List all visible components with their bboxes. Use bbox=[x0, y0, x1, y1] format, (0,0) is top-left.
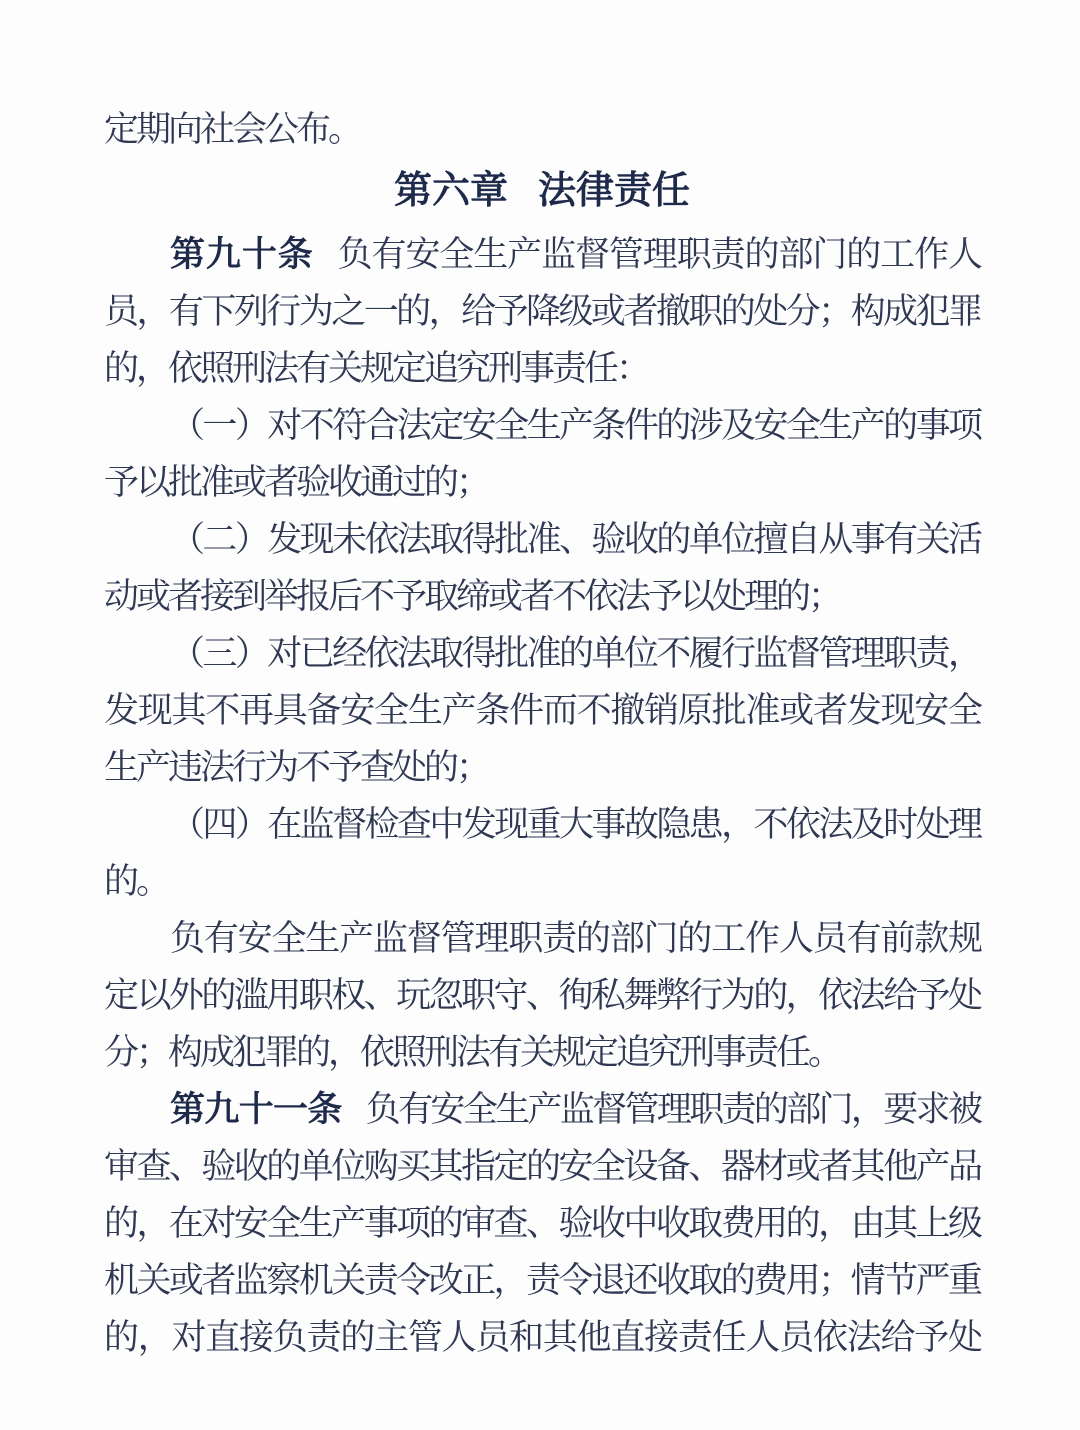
text-line bbox=[104, 1252, 980, 1309]
text-line bbox=[104, 967, 980, 1024]
text-line-content: （二）发现未依法取得批准、验收的单位擅自从事有关活 bbox=[170, 520, 980, 559]
text-line-content: 员，有下列行为之一的，给予降级或者撤职的处分；构成犯罪 bbox=[104, 292, 980, 331]
text-line bbox=[104, 1195, 980, 1252]
chapter-title: 法律责任 bbox=[538, 170, 691, 212]
text-line bbox=[104, 796, 980, 853]
chapter-number: 第六章 bbox=[393, 170, 508, 212]
text-line bbox=[104, 625, 980, 682]
text-line bbox=[104, 340, 980, 397]
text-line bbox=[104, 1138, 980, 1195]
text-line bbox=[104, 739, 980, 796]
text-line-content: 定以外的滥用职权、玩忽职守、徇私舞弊行为的，依法给予处 bbox=[104, 976, 980, 1015]
text-line bbox=[104, 568, 980, 625]
chapter-heading bbox=[104, 163, 980, 220]
text-line-content: 生产违法行为不予查处的； bbox=[104, 748, 489, 787]
text-line-content: 予以批准或者验收通过的； bbox=[104, 463, 489, 502]
article-number: 第九十一条 bbox=[170, 1090, 342, 1129]
text-line bbox=[104, 101, 980, 158]
text-line bbox=[104, 853, 980, 910]
text-line bbox=[104, 1024, 980, 1081]
article-number: 第九十条 bbox=[170, 235, 314, 274]
text-line-content: 机关或者监察机关责令改正，责令退还收取的费用；情节严重 bbox=[104, 1261, 980, 1300]
text-line-content: 分；构成犯罪的，依照刑法有关规定追究刑事责任。 bbox=[104, 1033, 841, 1072]
text-line-content: 的。 bbox=[104, 862, 169, 901]
text-line bbox=[104, 511, 980, 568]
text-line-content: （三）对已经依法取得批准的单位不履行监督管理职责， bbox=[170, 634, 980, 673]
text-line-content: 动或者接到举报后不予取缔或者不依法予以处理的； bbox=[104, 577, 841, 616]
text-line-content: 的，依照刑法有关规定追究刑事责任： bbox=[104, 349, 649, 388]
text-line-content: 负有安全生产监督管理职责的部门，要求被 bbox=[365, 1090, 980, 1129]
text-line bbox=[104, 1309, 980, 1366]
text-line bbox=[104, 910, 980, 967]
text-line bbox=[104, 454, 980, 511]
text-line-content: 审查、验收的单位购买其指定的安全设备、器材或者其他产品 bbox=[104, 1147, 980, 1186]
text-line-content: 负有安全生产监督管理职责的部门的工作人 bbox=[337, 235, 980, 274]
text-line-content: 发现其不再具备安全生产条件而不撤销原批准或者发现安全 bbox=[104, 691, 980, 730]
text-line-content: 定期向社会公布。 bbox=[104, 110, 361, 149]
text-line-content: 的，在对安全生产事项的审查、验收中收取费用的，由其上级 bbox=[104, 1204, 980, 1243]
text-line bbox=[104, 283, 980, 340]
text-line bbox=[104, 226, 980, 283]
text-line-content: 的，对直接负责的主管人员和其他直接责任人员依法给予处 bbox=[104, 1318, 980, 1357]
text-line-content: （四）在监督检查中发现重大事故隐患，不依法及时处理 bbox=[170, 805, 980, 844]
text-line bbox=[104, 1081, 980, 1138]
text-line bbox=[104, 682, 980, 739]
text-line bbox=[104, 397, 980, 454]
text-line-content: 负有安全生产监督管理职责的部门的工作人员有前款规 bbox=[170, 919, 980, 958]
text-line-content: （一）对不符合法定安全生产条件的涉及安全生产的事项 bbox=[170, 406, 980, 445]
